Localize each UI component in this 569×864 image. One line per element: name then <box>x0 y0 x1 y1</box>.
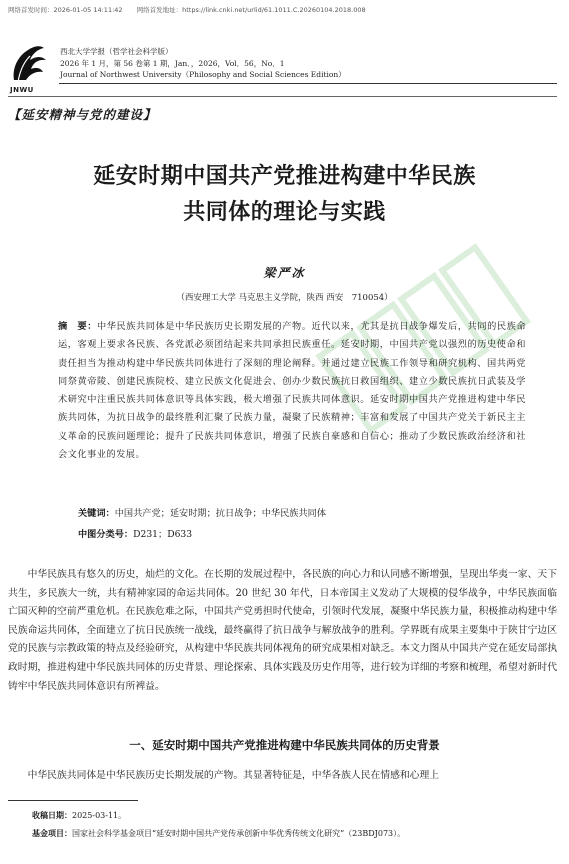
article-title-line2: 共同体的理论与实践 <box>183 199 386 225</box>
received-label: 收稿日期： <box>32 811 72 820</box>
journal-logo-icon <box>8 40 50 92</box>
abstract-label: 摘 要： <box>58 321 98 332</box>
download-url: 网络首发地址：https://link.cnki.net/urlid/61.1011.C.20260104.2018.008 <box>136 6 366 14</box>
keywords-label: 关键词： <box>78 508 115 519</box>
keywords-text: 中国共产党；延安时期；抗日战争；中华民族共同体 <box>114 508 327 519</box>
fund-value: 国家社会科学基金项目“延安时期中国共产党传承创新中华优秀传统文化研究”（23BDJ073）。 <box>72 829 406 838</box>
journal-name-cn: 西北大学学报（哲学社会科学版） <box>60 47 173 56</box>
fund-label: 基金项目： <box>32 829 72 838</box>
classification-text: D231；D633 <box>133 529 193 540</box>
received-value: 2025-03-11。 <box>72 811 127 820</box>
journal-header <box>60 46 346 81</box>
journal-issue: 2026 年 1 月，第 56 卷第 1 期，Jan．，2026，Vol．56，No．1 <box>60 58 285 68</box>
footnote-rule <box>8 800 138 801</box>
article-title-line1: 延安时期中国共产党推进构建中华民族 <box>93 163 476 189</box>
article-title <box>0 158 569 230</box>
intro-paragraph: 中华民族具有悠久的历史，灿烂的文化。在长期的发展过程中，各民族的向心力和认同感不断增强，呈现出华夷一家、天下共生，多民族大一统，共有精神家园的命运共同体。20 世纪 30 年代，日本帝国主义发动了大规模的侵华战争，中华民族面临亡国灭种的空前严重危机。在民族危难之际，中国共产党勇担时代使命，引领时代发展，凝聚中华民族力量，积极推动构建中华民族命运共同体，全面建立了抗日民族统一战线，最终赢得了抗日战争与解放战争的胜利。学界既有成果主要集中于陕甘宁边区党的民族与宗教政策的特点及经验研究，从构建中华民族共同体视角的研究成果相对缺乏。本文力图从中国共产党在延安局部执政时期，推进构建中华民族共同体的历史背景、理论探索、具体实践及历史作用等，进行较为详细的考察和梳理，希望对新时代铸牢中华民族共同体意识有所裨益。 <box>8 569 557 692</box>
fund-project <box>32 828 405 839</box>
section-paragraph: 中华民族共同体是中华民族历史长期发展的产物。其显著特征是，中华各族人民在情感和心理上 <box>27 770 440 781</box>
journal-name-en: Journal of Northwest University（Philosophy and Social Sciences Edition） <box>60 70 346 79</box>
section-heading: 一、延安时期中国共产党推进构建中华民族共同体的历史背景 <box>129 738 440 752</box>
author-name: 梁严冰 <box>263 266 306 280</box>
download-info <box>8 5 378 14</box>
author-affiliation: （西安理工大学 马克思主义学院，陕西 西安 710054） <box>176 293 393 303</box>
header-rule <box>59 83 557 84</box>
abstract-text: 中华民族共同体是中华民族历史长期发展的产物。近代以来，尤其是抗日战争爆发后，共同的民族命运，客观上要求各民族、各党派必须团结起来共同承担民族重任。延安时期，中国共产党以强烈的历史使命和责任担当为推动构建中华民族共同体进行了深刻的理论阐释。并通过建立民族工作领导和研究机构、国共两党同祭黄帝陵、创建民族院校、建立民族文化促进会、创办少数民族抗日救国组织、建立少数民族抗日武装及学术研究中注重民族共同体意识等具体实践，极大增强了民族共同体意识。延安时期中国共产党推进构建中华民族共同体，为抗日战争的最终胜利汇聚了民族力量，凝聚了民族精神；丰富和发展了中国共产党关于新民主主义革命的民族问题理论；提升了民族共同体意识，增强了民族自豪感和自信心；推动了少数民族政治经济和社会文化事业的发展。 <box>58 321 527 461</box>
download-time: 网络首发时间：2026-01-05 14:11:42 <box>8 6 123 14</box>
abstract <box>58 318 526 464</box>
classification-number <box>78 526 192 540</box>
journal-logo-text: JNWU <box>10 86 34 94</box>
keywords <box>78 505 326 519</box>
classification-label: 中图分类号： <box>78 529 134 540</box>
header-rule-lower <box>8 96 557 97</box>
column-label: 【延安精神与党的建设】 <box>8 107 157 122</box>
received-date <box>32 810 126 821</box>
